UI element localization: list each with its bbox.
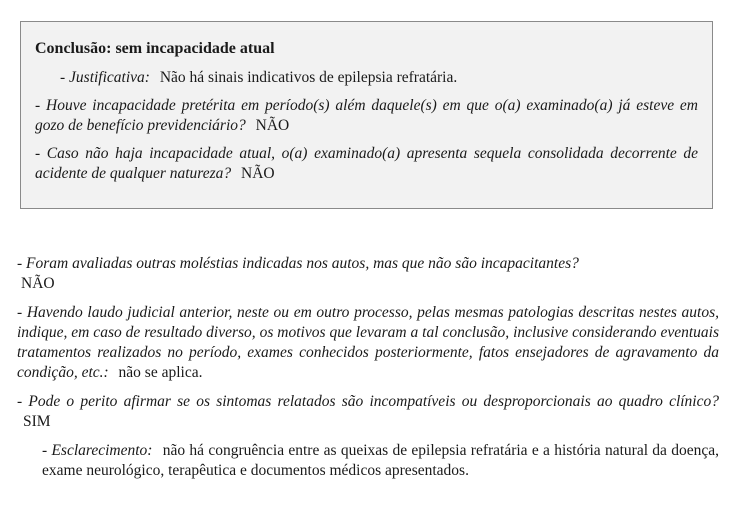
- clarification-label: - Esclarecimento:: [42, 442, 153, 459]
- question-other-illnesses-answer: NÃO: [21, 275, 55, 292]
- justification: [60, 68, 698, 88]
- clarification: [42, 441, 719, 481]
- question-symptoms-answer: SIM: [23, 413, 51, 430]
- question-other-illnesses-text: - Foram avaliadas outras moléstias indicadas nos autos, mas que não são incapacitantes?: [17, 255, 579, 272]
- question-previous-report: [17, 303, 719, 383]
- justification-text: Não há sinais indicativos de epilepsia refratária.: [159, 69, 458, 86]
- question-past-incapacity-text: - Houve incapacidade pretérita em período(s) além daquele(s) em que o(a) examinado(a) já esteve em gozo de benefício previdenciário?: [35, 97, 698, 134]
- question-past-incapacity: [35, 96, 698, 136]
- question-sequela-answer: NÃO: [241, 165, 275, 182]
- question-sequela: [35, 144, 698, 184]
- question-previous-report-answer: não se aplica.: [118, 364, 203, 381]
- question-past-incapacity-answer: NÃO: [255, 117, 290, 134]
- question-symptoms-text: - Pode o perito afirmar se os sintomas relatados são incompatíveis ou desproporcionais ao quadro clínico?: [17, 393, 719, 410]
- question-symptoms: [17, 392, 719, 432]
- conclusion-title: Conclusão: sem incapacidade atual: [35, 40, 275, 57]
- clarification-text: não há congruência entre as queixas de epilepsia refratária e a história natural da doença, exame neurológico, terapêutica e documentos médicos apresentados.: [42, 442, 719, 479]
- question-sequela-text: - Caso não haja incapacidade atual, o(a) examinado(a) apresenta sequela consolidada decorrente de acidente de qualquer natureza?: [35, 145, 698, 182]
- justification-label: - Justificativa:: [60, 69, 150, 86]
- main-content: [17, 254, 719, 481]
- question-previous-report-text: - Havendo laudo judicial anterior, neste ou em outro processo, pelas mesmas patologias descritas nestes autos, indique, em caso de resultado diverso, os motivos que levaram a tal conclusão, inclusive considerando eventuais tratamentos realizados no período, exames conhecidos posteriormente, fatos ensejadores de agravamento da condição, etc.:: [17, 304, 719, 381]
- question-other-illnesses: [17, 254, 719, 294]
- conclusion-box: [20, 21, 713, 209]
